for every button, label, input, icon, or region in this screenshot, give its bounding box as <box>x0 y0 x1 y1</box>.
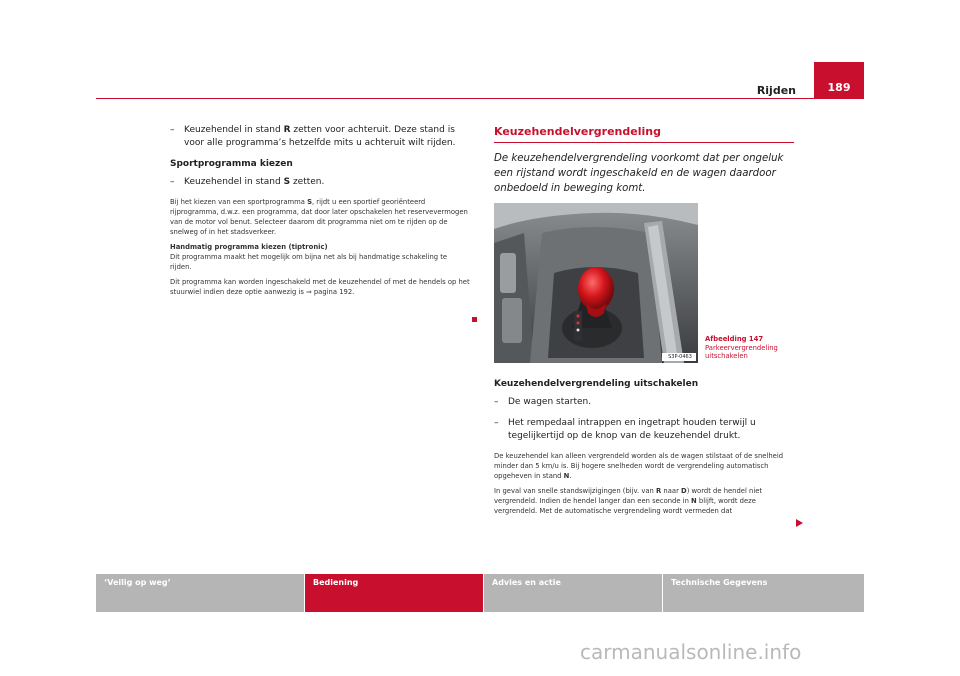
tab-operation[interactable]: Bediening <box>305 574 483 612</box>
running-header-title: Rijden <box>756 84 796 97</box>
note-heading: Handmatig programma kiezen (tiptronic) <box>170 243 328 251</box>
tab-technical-data[interactable]: Technische Gegevens <box>663 574 864 612</box>
note-paragraph: Bij het kiezen van een sportprogramma S, rijdt u een sportief georiënteerd rijprogramma, d.w.z. een programma, dat door later opschakelen het reservevermogen van de motor vol benut. Selecteer daarom dit programma niet om te rijden op de snelweg of in het stadsverkeer. <box>170 198 468 236</box>
gear-key: S <box>283 177 291 187</box>
figure-caption <box>705 335 801 361</box>
continue-arrow-icon <box>796 519 803 527</box>
section-end-marker <box>472 317 477 322</box>
section-title: Keuzehendelvergrendeling <box>494 124 794 143</box>
gear-key: R <box>283 125 291 135</box>
header-rule <box>96 98 864 99</box>
figure-number: Afbeelding 147 <box>705 335 764 343</box>
list-dash: – <box>494 418 499 428</box>
gear-key: D <box>681 487 687 495</box>
list-item: – Keuzehendel in stand S zetten. <box>170 177 325 187</box>
page-number-box <box>814 62 864 99</box>
gear-key: R <box>656 487 662 495</box>
list-dash: – <box>170 177 175 187</box>
note-paragraph: In geval van snelle standswijzigingen (bijv. van R naar D) wordt de hendel niet vergrendeld. Indien de hendel langer dan een seconde in N blijft, wordt deze vergrendeld. Met de automatische vergrendeling wordt vermeden dat <box>494 487 763 515</box>
watermark: carmanualsonline.info <box>580 640 802 664</box>
list-item: – De wagen starten. <box>494 397 592 407</box>
tab-safety[interactable]: ‘Veilig op weg’ <box>96 574 304 612</box>
figure-code: S3P-0463 <box>668 354 692 360</box>
list-item: – Het rempedaal intrappen en ingetrapt houden terwijl u tegelijkertijd op de knop van de keuzehendel drukt. <box>494 418 756 441</box>
subheading: Sportprogramma kiezen <box>170 159 293 169</box>
figure-caption-text: Parkeervergrendeling uitschakelen <box>705 343 778 360</box>
note-paragraph: Dit programma kan worden ingeschakeld met de keuzehendel of met de hendels op het stuurwiel indien deze optie aanwezig is ⇒ pagina 192. <box>170 278 470 296</box>
gear-key: S <box>307 198 312 206</box>
gear-key: N <box>691 497 697 505</box>
note-paragraph: De keuzehendel kan alleen vergrendeld worden als de wagen stilstaat of de snelheid minder dan 5 km/u is. Bij hogere snelheden wordt de vergrendeling automatisch opgeheven in stand N. <box>494 452 784 480</box>
tab-advice[interactable]: Advies en actie <box>484 574 662 612</box>
list-dash: – <box>170 125 175 135</box>
note-paragraph: Dit programma maakt het mogelijk om bijna net als bij handmatige schakeling te rijden. <box>170 253 448 271</box>
right-column <box>494 124 794 204</box>
right-column-lower <box>494 378 794 521</box>
gear-selector-photo <box>494 203 698 363</box>
section-intro: De keuzehendelvergrendeling voorkomt dat per ongeluk een rijstand wordt ingeschakeld en de wagen daardoor onbedoeld in beweging komt. <box>494 153 784 194</box>
list-dash: – <box>494 397 499 407</box>
subheading: Keuzehendelvergrendeling uitschakelen <box>494 379 699 389</box>
page-number: 189 <box>827 81 851 94</box>
left-column <box>170 124 470 302</box>
list-item: – Keuzehendel in stand R zetten voor achteruit. Deze stand is voor alle programma’s hetzelfde mits u achteruit wilt rijden. <box>170 125 456 148</box>
gear-key: N <box>563 472 570 480</box>
